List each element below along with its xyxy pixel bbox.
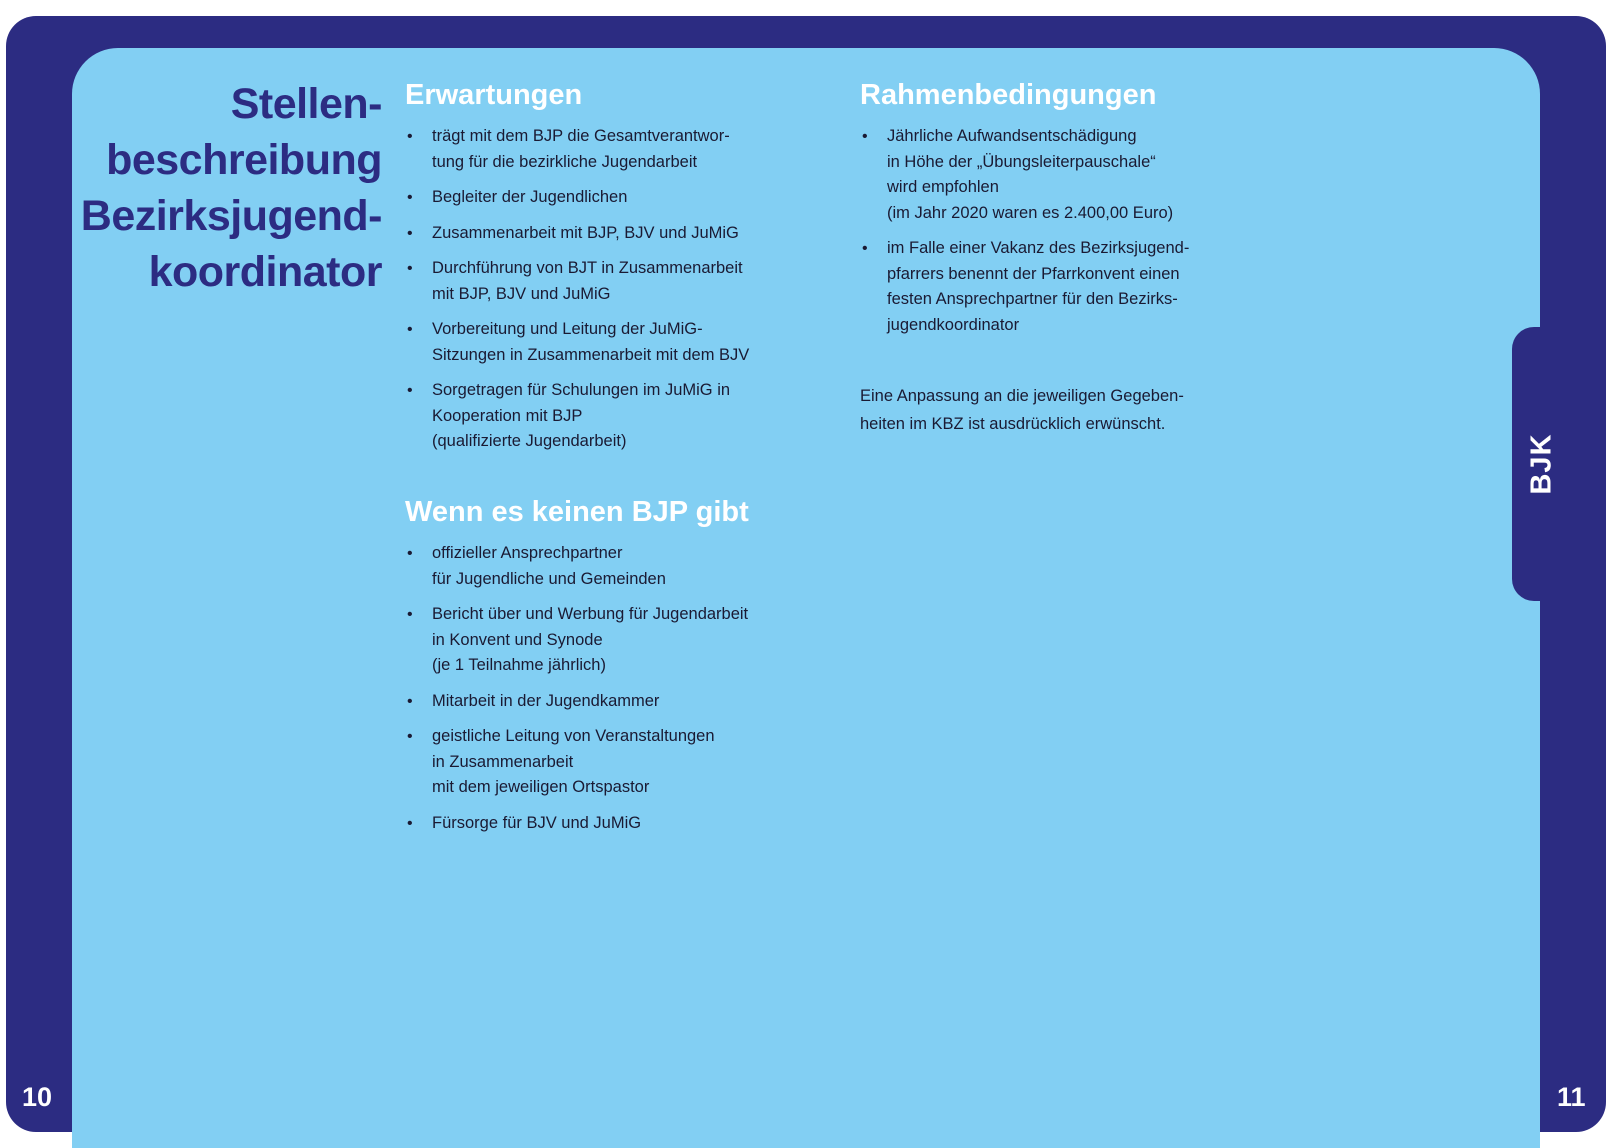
title-line: beschreibung (106, 136, 382, 184)
list-item: • geistliche Leitung von Veranstaltungen in Zusammenarbeit mit dem jeweiligen Ortspastor (405, 724, 785, 801)
page-number-right: 11 (1557, 1082, 1586, 1112)
list-item: • Sorgetragen für Schulungen im JuMiG in Kooperation mit BJP (qualifizierte Jugendarbeit) (405, 378, 785, 455)
title-line: koordinator (148, 248, 382, 296)
list-item: • Zusammenarbeit mit BJP, BJV und JuMiG (405, 221, 785, 247)
list-item: • Vorbereitung und Leitung der JuMiG- Sitzungen in Zusammenarbeit mit dem BJV (405, 317, 785, 368)
title-line: Stellen- (230, 80, 382, 128)
list-kein-bjp (405, 541, 785, 846)
list-item: • offizieller Ansprechpartner für Jugendliche und Gemeinden (405, 541, 785, 592)
heading-kein-bjp: Wenn es keinen BJP gibt (405, 496, 749, 528)
list-erwartungen (405, 124, 785, 465)
closing-note: Eine Anpassung an die jeweiligen Gegeben- heiten im KBZ ist ausdrücklich erwünscht. (860, 387, 1184, 433)
list-rahmenbedingungen (860, 124, 1240, 348)
heading-rahmenbedingungen: Rahmenbedingungen (860, 79, 1157, 111)
page-number-left: 10 (22, 1082, 53, 1112)
list-item: • trägt mit dem BJP die Gesamtverantwor- tung für die bezirkliche Jugendarbeit (405, 124, 785, 175)
heading-erwartungen: Erwartungen (405, 79, 583, 111)
section-tab-label: BJK (1525, 433, 1558, 495)
list-item: • Begleiter der Jugendlichen (405, 185, 785, 211)
list-item: • Jährliche Aufwandsentschädigung in Höhe der „Übungsleiterpauschale“ wird empfohlen (im Jahr 2020 waren es 2.400,00 Euro) (860, 124, 1240, 226)
page-title (72, 76, 382, 300)
list-item: • im Falle einer Vakanz des Bezirksjugend- pfarrers benennt der Pfarrkonvent einen festen Ansprechpartner für den Bezirks- jugendkoordinator (860, 236, 1240, 338)
section-tab (1512, 327, 1572, 601)
list-item: • Durchführung von BJT in Zusammenarbeit mit BJP, BJV und JuMiG (405, 256, 785, 307)
title-line: Bezirksjugend- (80, 192, 382, 240)
list-item: • Fürsorge für BJV und JuMiG (405, 811, 785, 837)
list-item: • Bericht über und Werbung für Jugendarbeit in Konvent und Synode (je 1 Teilnahme jährlich) (405, 602, 785, 679)
list-item: • Mitarbeit in der Jugendkammer (405, 689, 785, 715)
